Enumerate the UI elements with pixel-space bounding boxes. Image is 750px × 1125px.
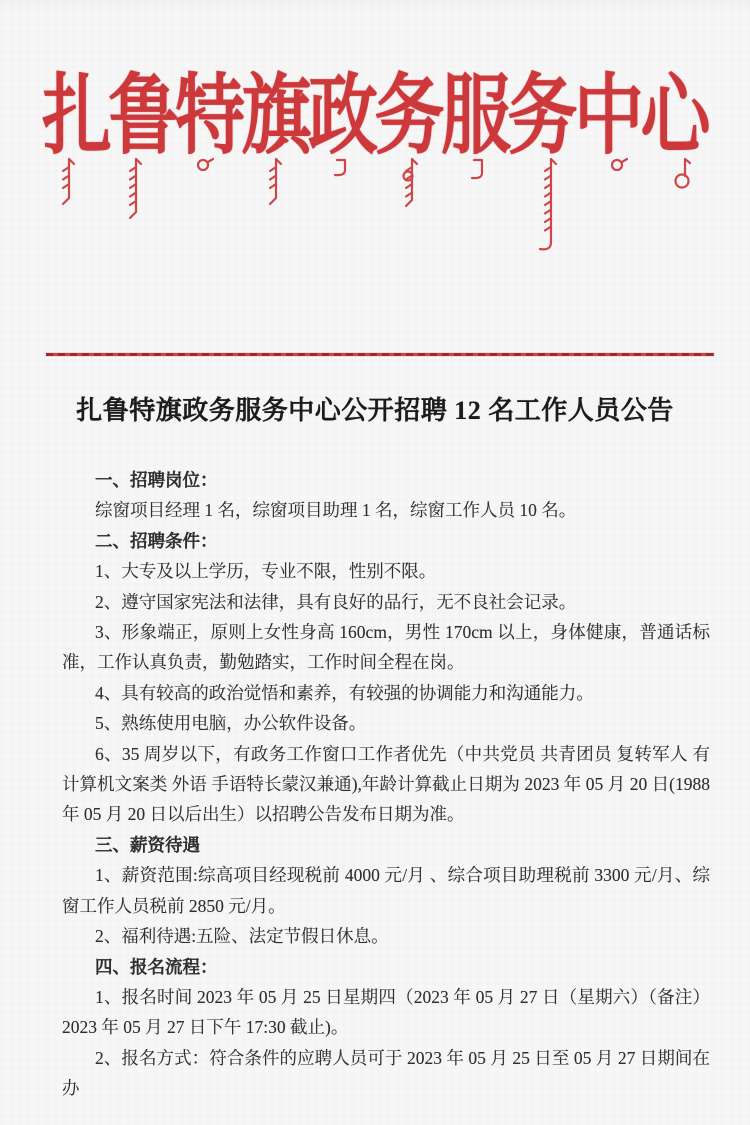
mongolian-script-row xyxy=(0,156,750,266)
mongolian-script-column xyxy=(263,156,289,214)
paragraph: 三、薪资待遇 xyxy=(95,834,200,855)
mongolian-script-column xyxy=(672,156,698,204)
mongolian-script-column xyxy=(56,156,82,214)
paragraph: 四、报名流程： xyxy=(95,956,218,977)
mongolian-script-column xyxy=(466,156,492,189)
paragraph: 1、报名时间 2023 年 05 月 25 日星期四（2023 年 05 月 27 日（星期六）（备注）2023 年 05 月 27 日下午 17:30 截止)。 xyxy=(62,986,710,1038)
announcement-title: 扎鲁特旗政务服务中心公开招聘 12 名工作人员公告 xyxy=(76,396,674,425)
paragraph: 5、熟练使用电脑，办公软件设备。 xyxy=(95,713,367,734)
mongolian-script-column xyxy=(329,156,355,186)
paragraph: 2、福利待遇:五险、法定节假日休息。 xyxy=(95,926,389,947)
paragraph: 二、招聘条件： xyxy=(95,530,218,551)
paragraph: 综窗项目经理 1 名，综窗项目助理 1 名，综窗工作人员 10 名。 xyxy=(95,500,577,521)
paragraph: 1、薪资范围:综高项目经现税前 4000 元/月 、综合项目助理税前 3300 元/月、综窗工作人员税前 2850 元/月。 xyxy=(62,865,710,916)
mongolian-script-column xyxy=(399,156,425,216)
paragraph: 6、35 周岁以下，有政务工作窗口工作者优先（中共党员 共青团员 复转军人 有计算机文案类 外语 手语特长蒙汉兼通),年龄计算截止日期为 2023 年 05 月 20 日(1988 年 05 月 20 日以后出生）以招聘公告发布日期为准。 xyxy=(62,743,710,825)
mongolian-script-column xyxy=(192,156,218,182)
mongolian-script-column xyxy=(123,156,149,228)
paragraph: 一、招聘岗位： xyxy=(95,470,218,490)
paragraph: 1、大专及以上学历，专业不限，性别不限。 xyxy=(95,561,437,582)
mongolian-script-column xyxy=(538,156,564,258)
mongolian-script-column xyxy=(606,156,632,182)
paragraph: 4、具有较高的政治觉悟和素养，有较强的协调能力和沟通能力。 xyxy=(95,682,594,703)
paragraph: 2、遵守国家宪法和法律，具有良好的品行，无不良社会记录。 xyxy=(95,591,577,612)
red-divider-line xyxy=(46,353,714,356)
paragraph: 3、形象端正，原则上女性身高 160cm，男性 170cm 以上，身体健康，普通话标准，工作认真负责，勤勉踏实，工作时间全程在岗。 xyxy=(62,622,710,673)
announcement-body xyxy=(62,465,710,1104)
paragraph: 2、报名方式：符合条件的应聘人员可于 2023 年 05 月 25 日至 05 月 27 日期间在办 xyxy=(62,1047,710,1099)
letterhead-org-name: 扎鲁特旗政务服务中心 xyxy=(42,69,707,166)
